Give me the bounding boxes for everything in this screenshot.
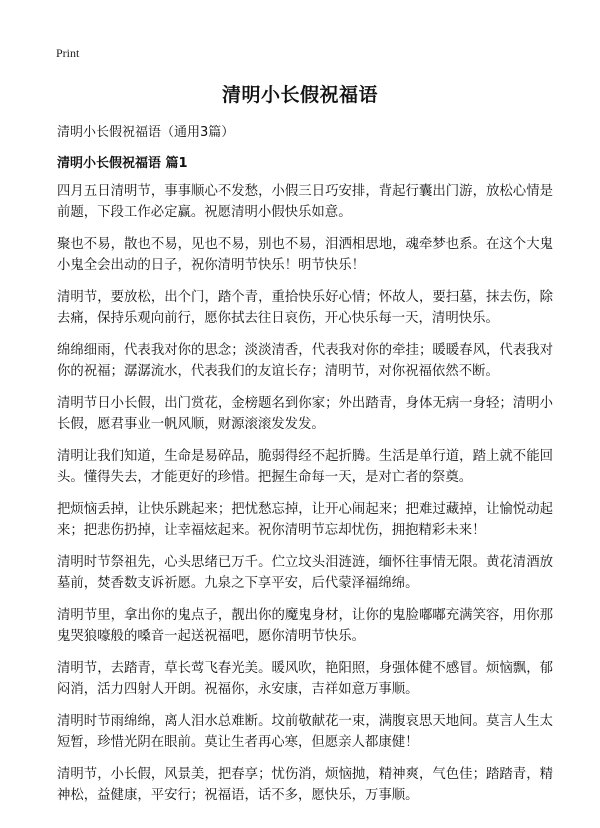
paragraph: 绵绵细雨，代表我对你的思念；淡淡清香，代表我对你的牵挂；暖暖春风，代表我对你的祝福；潺潺流水，代表我们的友谊长存；清明节，对你祝福依然不断。 — [57, 343, 553, 379]
print-link[interactable]: Print — [56, 46, 80, 60]
document-subtitle: 清明小长假祝福语（通用3篇） — [57, 125, 235, 140]
paragraph: 清明节，小长假，风景美，把春享；忧伤消，烦恼抛，精神爽，气色佳；踏踏青，精神松，益健康，平安行；祝福语，话不多，愿快乐，万事顺。 — [57, 767, 553, 803]
paragraph: 聚也不易，散也不易，见也不易，别也不易，泪洒相思地，魂牵梦也系。在这个大鬼小鬼全会出动的日子，祝你清明节快乐！明节快乐！ — [57, 237, 553, 273]
paragraph: 清明节日小长假，出门赏花，金榜题名到你家；外出踏青，身体无病一身轻；清明小长假，愿君事业一帆风顺，财源滚滚发发发。 — [57, 396, 553, 432]
paragraph: 清明时节雨绵绵，离人泪水总难断。坟前敬献花一束，满腹哀思天地间。莫言人生太短暂，珍惜光阴在眼前。莫让生者再心寒，但愿亲人都康健！ — [57, 714, 553, 750]
page-title: 清明小长假祝福语 — [221, 84, 378, 106]
paragraph: 四月五日清明节，事事顺心不发愁，小假三日巧安排，背起行囊出门游，放松心情是前题，下段工作必定赢。祝愿清明小假快乐如意。 — [57, 184, 553, 220]
paragraph: 清明让我们知道，生命是易碎品，脆弱得经不起折腾。生活是单行道，踏上就不能回头。懂得失去，才能更好的珍惜。把握生命每一天，是对亡者的祭奠。 — [57, 449, 553, 485]
paragraph: 清明节里，拿出你的鬼点子，靓出你的魔鬼身材，让你的鬼脸嘟嘟充满笑容，用你那鬼哭狼嚎般的嗓音一起送祝福吧，愿你清明节快乐。 — [57, 608, 553, 644]
paragraph: 清明节，要放松，出个门，踏个青，重拾快乐好心情；怀故人，要扫墓，抹去伤，除去痛，保持乐观向前行，愿你拭去往日哀伤，开心快乐每一天，清明快乐。 — [57, 290, 553, 326]
paragraph: 清明时节祭祖先，心头思绪已万千。伫立坟头泪涟涟，缅怀往事情无限。黄花清酒放墓前，焚香数支诉祈愿。九泉之下享平安，后代蒙泽福绵绵。 — [57, 555, 553, 591]
paragraph: 把烦恼丢掉，让快乐跳起来；把忧愁忘掉，让开心闹起来；把难过藏掉，让愉悦动起来；把悲伤扔掉，让幸福炫起来。祝你清明节忘却忧伤，拥抱精彩未来！ — [57, 502, 553, 538]
article-body — [57, 181, 553, 817]
section-heading: 清明小长假祝福语 篇1 — [57, 156, 188, 171]
paragraph: 清明节，去踏青，草长莺飞春光美。暖风吹，艳阳照，身强体健不感冒。烦恼飘，郁闷消，活力四射人开朗。祝福你，永安康，吉祥如意万事顺。 — [57, 661, 553, 697]
